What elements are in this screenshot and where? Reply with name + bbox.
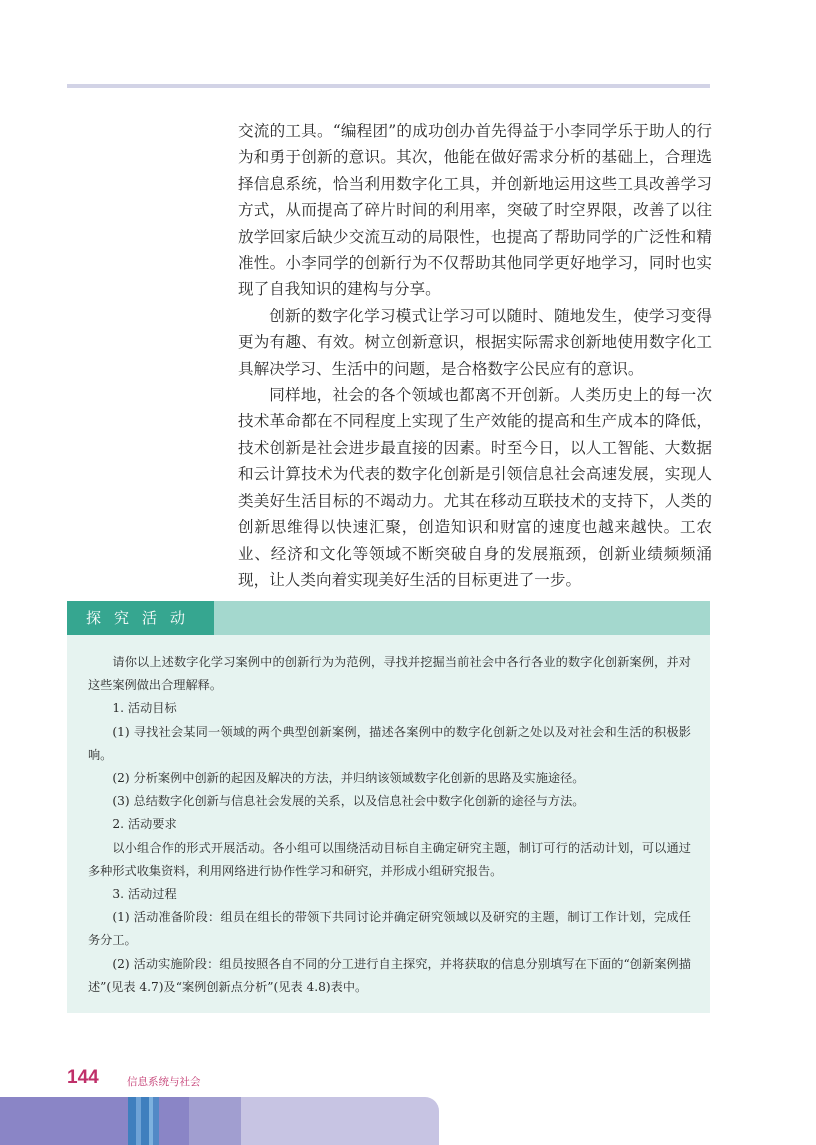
top-divider xyxy=(67,84,710,88)
band-segment xyxy=(189,1097,241,1145)
band-segment xyxy=(0,1097,128,1145)
paragraph-3: 同样地，社会的各个领域也都离不开创新。人类历史上的每一次技术革命都在不同程度上实现了生产效能的提高和生产成本的降低，技术创新是社会进步最直接的因素。时至今日，以人工智能、大数据和云计算技术为代表的数字化创新是引领信息社会高速发展，实现人类美好生活目标的不竭动力。尤其在移动互联技术的支持下，人类的创新思维得以快速汇聚，创造知识和财富的速度也越来越快。工农业、经济和文化等领域不断突破自身的发展瓶颈，创新业绩频频涌现，让人类向着实现美好生活的目标更进了一步。 xyxy=(238,386,712,589)
main-body-text xyxy=(238,118,712,593)
footer-color-band xyxy=(0,1097,816,1145)
inquiry-activity-box xyxy=(67,601,710,1013)
activity-header-bar xyxy=(67,601,710,635)
section-1-heading: 1. 活动目标 xyxy=(112,701,177,716)
section-2-heading: 2. 活动要求 xyxy=(112,817,177,832)
section-1-item-3: (3) 总结数字化创新与信息社会发展的关系，以及信息社会中数字化创新的途径与方法。 xyxy=(112,794,585,809)
section-3-heading: 3. 活动过程 xyxy=(112,887,177,902)
activity-body xyxy=(88,651,691,999)
page-number: 144 xyxy=(67,1067,99,1088)
section-3-item-2: (2) 活动实施阶段：组员按照各自不同的分工进行自主探究，并将获取的信息分别填写在下面的“创新案例描述”(见表 4.7)及“案例创新点分析”(见表 4.8)表中。 xyxy=(88,956,691,994)
activity-intro: 请你以上述数字化学习案例中的创新行为为范例，寻找并挖掘当前社会中各行各业的数字化创新案例，并对这些案例做出合理解释。 xyxy=(88,655,691,693)
band-segment xyxy=(241,1097,439,1145)
band-segment xyxy=(128,1097,136,1145)
book-title: 信息系统与社会 xyxy=(127,1076,201,1088)
section-1-item-2: (2) 分析案例中创新的起因及解决的方法，并归纳该领域数字化创新的思路及实施途径。 xyxy=(112,771,585,786)
activity-title: 探究活动 xyxy=(67,601,214,635)
band-segment xyxy=(159,1097,189,1145)
paragraph-2: 创新的数字化学习模式让学习可以随时、随地发生，使学习变得更为有趣、有效。树立创新意识，根据实际需求创新地使用数字化工具解决学习、生活中的问题，是合格数字公民应有的意识。 xyxy=(238,306,712,378)
section-1-item-1: (1) 寻找社会某同一领域的两个典型创新案例，描述各案例中的数字化创新之处以及对社会和生活的积极影响。 xyxy=(88,724,691,762)
band-segment xyxy=(141,1097,149,1145)
section-2-text: 以小组合作的形式开展活动。各小组可以围绕活动目标自主确定研究主题，制订可行的活动计划，可以通过多种形式收集资料，利用网络进行协作性学习和研究，并形成小组研究报告。 xyxy=(88,840,691,878)
paragraph-1: 交流的工具。“编程团”的成功创办首先得益于小李同学乐于助人的行为和勇于创新的意识。其次，他能在做好需求分析的基础上，合理选择信息系统，恰当利用数字化工具，并创新地运用这些工具改善学习方式，从而提高了碎片时间的利用率，突破了时空界限，改善了以往放学回家后缺少交流互动的局限性，也提高了帮助同学的广泛性和精准性。小李同学的创新行为不仅帮助其他同学更好地学习，同时也实现了自我知识的建构与分享。 xyxy=(238,122,712,299)
section-3-item-1: (1) 活动准备阶段：组员在组长的带领下共同讨论并确定研究领域以及研究的主题，制订工作计划，完成任务分工。 xyxy=(88,910,691,948)
